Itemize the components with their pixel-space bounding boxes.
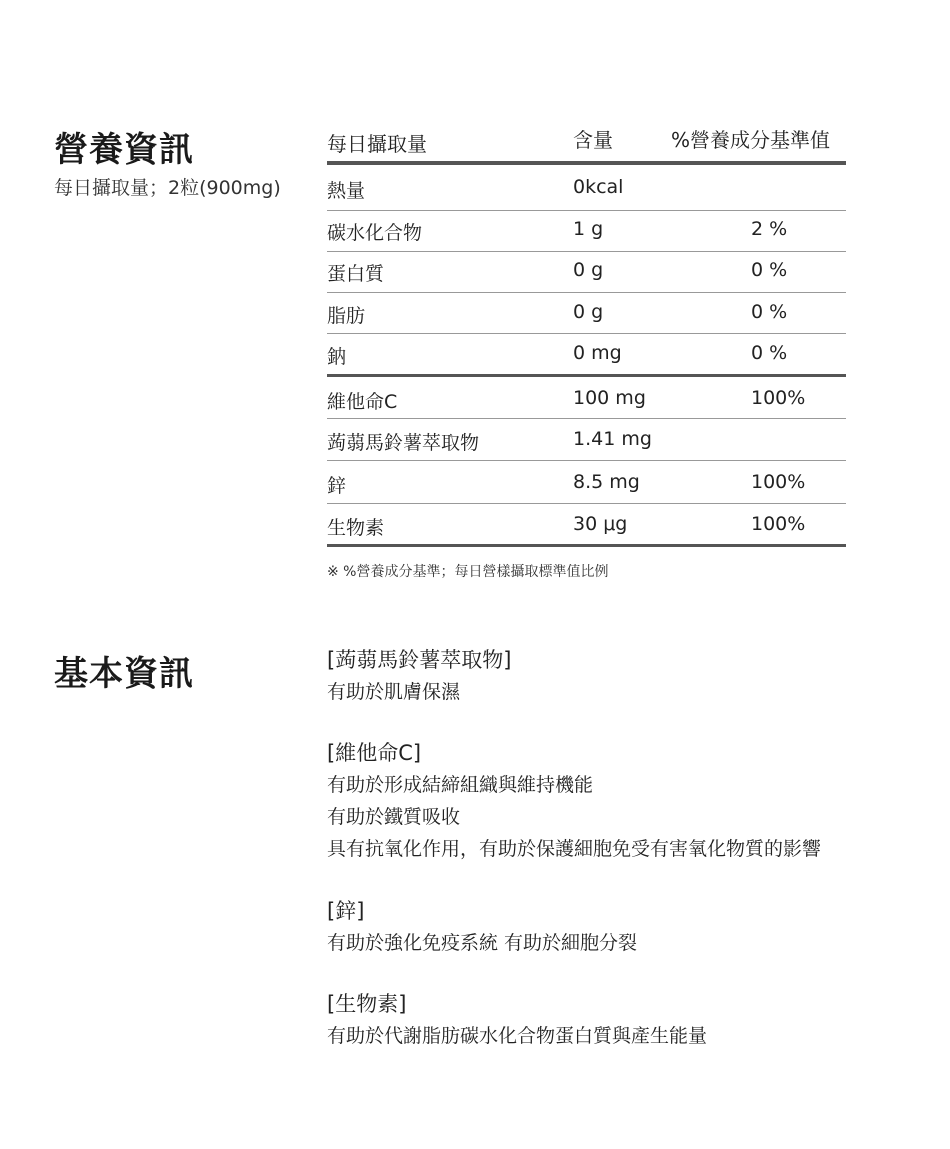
info-line: 有助於形成結締組織與維持機能 <box>327 774 594 796</box>
info-block-zinc <box>327 895 887 959</box>
row-daily-value: 0 % <box>751 259 788 281</box>
table-row <box>327 377 846 419</box>
row-item: 鋅 <box>327 475 347 497</box>
row-daily-value: 0 % <box>751 301 788 323</box>
row-daily-value: 100% <box>751 471 806 493</box>
row-amount: 8.5 mg <box>573 471 640 493</box>
row-item: 鈉 <box>327 346 347 368</box>
row-amount: 1 g <box>573 218 604 240</box>
table-row <box>327 291 846 333</box>
nutrition-title: 營養資訊 <box>54 130 194 170</box>
row-amount: 1.41 mg <box>573 428 652 450</box>
row-amount: 0 mg <box>573 342 622 364</box>
info-line: 有助於強化免疫系統 有助於細胞分裂 <box>327 932 638 954</box>
row-daily-value: 0 % <box>751 342 788 364</box>
table-row <box>327 332 846 374</box>
table-row <box>327 418 846 460</box>
row-amount: 0 g <box>573 301 604 323</box>
info-heading: [鋅] <box>327 899 365 923</box>
row-item: 熱量 <box>327 180 366 202</box>
footnote: ※ %營養成分基準；每日營樣攝取標準值比例 <box>327 564 609 580</box>
info-block-vitamin-c <box>327 737 887 865</box>
row-amount: 100 mg <box>573 387 646 409</box>
serving-size: 每日攝取量；2粒(900mg) <box>54 177 281 199</box>
table-row <box>327 503 846 545</box>
info-line: 具有抗氧化作用，有助於保護細胞免受有害氧化物質的影響 <box>327 838 822 860</box>
header-amount: 含量 <box>573 128 613 152</box>
row-daily-value: 100% <box>751 387 806 409</box>
info-block-konjac <box>327 644 887 708</box>
info-line: 有助於鐵質吸收 <box>327 806 461 828</box>
row-amount: 0kcal <box>573 176 624 198</box>
row-item: 蒟蒻馬鈴薯萃取物 <box>327 432 480 454</box>
row-daily-value: 2 % <box>751 218 788 240</box>
info-line: 有助於代謝脂肪碳水化合物蛋白質與產生能量 <box>327 1025 708 1047</box>
row-item: 維他命C <box>327 391 398 413</box>
row-item: 碳水化合物 <box>327 222 423 244</box>
table-row <box>327 166 846 208</box>
basic-info-title: 基本資訊 <box>54 654 194 694</box>
info-heading: [維他命C] <box>327 741 422 765</box>
table-row <box>327 249 846 291</box>
header-divider <box>327 161 846 165</box>
header-daily-value: %營養成分基準值 <box>671 128 831 152</box>
info-heading: [生物素] <box>327 992 407 1016</box>
info-line: 有助於肌膚保濕 <box>327 681 461 703</box>
info-block-biotin <box>327 988 887 1052</box>
info-heading: [蒟蒻馬鈴薯萃取物] <box>327 648 512 672</box>
table-header <box>327 120 846 160</box>
row-amount: 30 μg <box>573 513 628 535</box>
row-daily-value: 100% <box>751 513 806 535</box>
header-item: 每日攝取量 <box>327 132 427 156</box>
row-item: 蛋白質 <box>327 263 385 285</box>
row-item: 脂肪 <box>327 305 366 327</box>
table-row <box>327 461 846 503</box>
row-amount: 0 g <box>573 259 604 281</box>
table-bottom-border <box>327 544 846 547</box>
row-item: 生物素 <box>327 517 385 539</box>
table-row <box>327 208 846 250</box>
